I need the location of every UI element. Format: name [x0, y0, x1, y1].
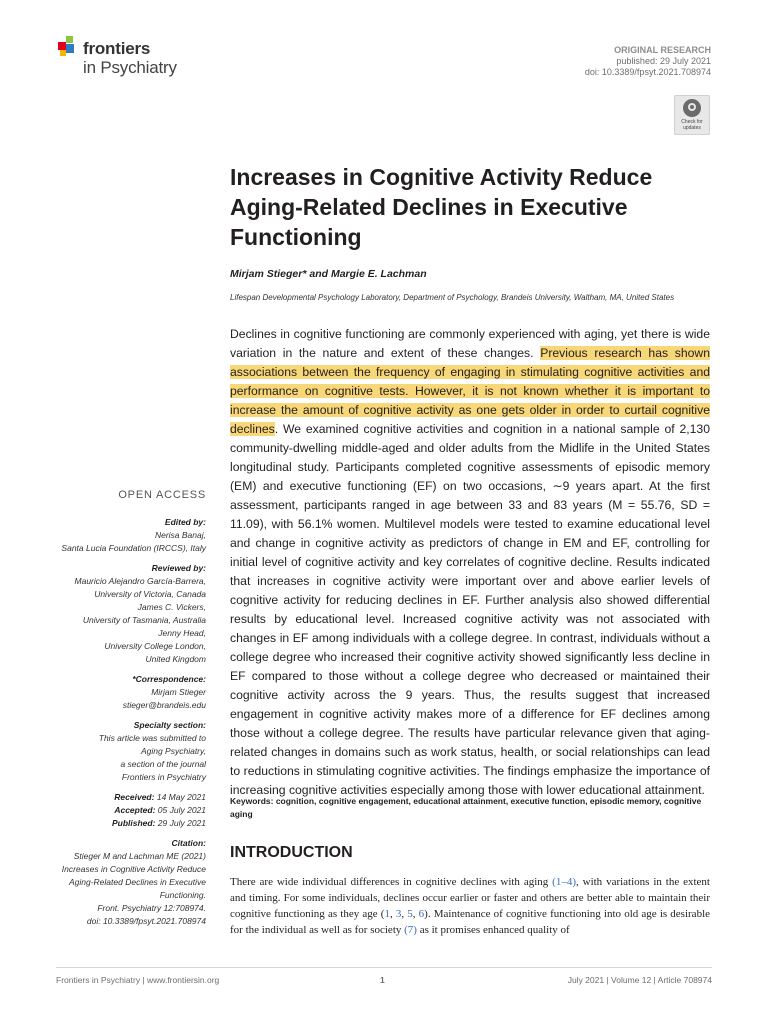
- logo-text-frontiers: frontiers: [83, 39, 151, 58]
- published-line: [26, 817, 206, 830]
- accepted-date: 05 July 2021: [157, 805, 206, 815]
- footer-journal-link[interactable]: Frontiers in Psychiatry | www.frontiersin.org: [56, 975, 220, 985]
- check-for-updates-button[interactable]: [674, 95, 710, 135]
- correspondence-name: Mirjam Stieger: [151, 687, 206, 697]
- editor-name: Nerisa Banaj,: [154, 530, 206, 540]
- citation-link[interactable]: (7): [404, 924, 417, 936]
- correspondence-label: *Correspondence:: [132, 674, 206, 684]
- abstract-text-start: Declines in cognitive functioning are commonly experienced with aging, yet there is wide variation in the nature and extent of these changes.: [230, 327, 710, 360]
- intro-text: ,: [389, 908, 396, 920]
- edited-by-label: Edited by:: [164, 517, 206, 527]
- reviewer-line: University of Tasmania, Australia: [82, 615, 206, 625]
- correspondence-block: [26, 673, 206, 712]
- reviewer-line: James C. Vickers,: [137, 602, 206, 612]
- received-label: Received:: [114, 792, 155, 802]
- article-doi[interactable]: doi: 10.3389/fpsyt.2021.708974: [584, 67, 711, 77]
- check-updates-icon: [683, 99, 701, 117]
- published-date: published: 29 July 2021: [616, 56, 711, 66]
- reviewer-line: University of Victoria, Canada: [94, 589, 206, 599]
- citation-doi-link[interactable]: doi: 10.3389/fpsyt.2021.708974: [86, 916, 206, 926]
- intro-text: as it promises enhanced quality of: [416, 924, 570, 936]
- citation-label: Citation:: [171, 838, 206, 848]
- reviewed-by-label: Reviewed by:: [151, 563, 206, 573]
- citation-line: Increases in Cognitive Activity Reduce: [61, 864, 206, 874]
- check-updates-label: Check for updates: [681, 119, 703, 131]
- open-access-label: OPEN ACCESS: [118, 489, 206, 501]
- specialty-line: This article was submitted to: [98, 733, 206, 743]
- intro-text: ,: [412, 908, 419, 920]
- accepted-label: Accepted:: [114, 805, 156, 815]
- introduction-paragraph: [230, 874, 710, 938]
- article-title: Increases in Cognitive Activity Reduce Aging-Related Declines in Executive Functioning: [230, 164, 653, 250]
- section-heading-introduction: INTRODUCTION: [230, 844, 353, 861]
- reviewer-line: United Kingdom: [145, 654, 206, 664]
- abstract-highlighted-text: Previous research has shown associations between the frequency of engaging in stimulating cognitive activities and performance on cognitive tests. However, it is not known whether it is important to increase the amount of cognitive activity as one gets older in order to curtail cognitive declines: [230, 346, 710, 436]
- page-number: 1: [380, 975, 385, 985]
- intro-text: ). Maintenance of cognitive functioning into old age is desirable for the individual as well as for society: [230, 908, 711, 936]
- specialty-line: Aging Psychiatry,: [140, 746, 206, 756]
- logo-text-journal: in Psychiatry: [83, 58, 177, 77]
- citation-link[interactable]: 5: [407, 908, 413, 920]
- citation-line: Stieger M and Lachman ME (2021): [73, 851, 206, 861]
- author-affiliation: Lifespan Developmental Psychology Laboratory, Department of Psychology, Brandeis University, Waltham, MA, United States: [230, 293, 675, 302]
- published-date-sidebar: 29 July 2021: [157, 818, 206, 828]
- footer-issue-info: July 2021 | Volume 12 | Article 708974: [567, 975, 712, 985]
- published-label: Published:: [111, 818, 156, 828]
- citation-line: Aging-Related Declines in Executive: [68, 877, 206, 887]
- citation-block: [26, 837, 206, 928]
- specialty-section-block: [26, 719, 206, 784]
- intro-text: , with variations in the extent and timing. For some individuals, declines occur earlier or faster and others are better able to maintain their cognitive functioning as they age (: [230, 876, 710, 920]
- accepted-line: [26, 804, 206, 817]
- article-header-meta: [585, 45, 711, 78]
- reviewed-by-block: [26, 562, 206, 666]
- citation-link[interactable]: 1: [384, 908, 390, 920]
- footer-divider: [56, 967, 712, 968]
- reviewer-line: Mauricio Alejandro García-Barrera,: [74, 576, 206, 586]
- intro-text: ,: [401, 908, 408, 920]
- article-type: ORIGINAL RESEARCH: [614, 45, 711, 55]
- reviewer-line: University College London,: [104, 641, 206, 651]
- received-date: 14 May 2021: [156, 792, 206, 802]
- frontiers-logo-icon: [56, 34, 80, 58]
- specialty-line: a section of the journal: [120, 759, 206, 769]
- edited-by-block: [26, 516, 206, 555]
- citation-link[interactable]: 3: [395, 908, 402, 920]
- abstract-text-end: . We examined cognitive activities and cognition in a national sample of 2,130 community-dwelling middle-aged and older adults from the Midlife in the United States longitudinal study. Participants completed cognitive assessments of episodic memory (EM) and executive functioning (EF) on two occasions, ∼9 years apart. At the first assessment, participants ranged in age between 33 and 83 years (M = 55.76, SD = 11.09), with 56.1% women. Multilevel models were tested to examine educational level and change in cognitive activity as predictors of change in EM and EF, controlling for initial level of cognitive activity and key correlates of cognitive decline. Results indicated that increases in cognitive activity were important over and above earlier levels of cognitive activity for reducing declines in EF. Further analysis also showed differential results by educational level. Increased cognitive activity was not associated with changes in EF among individuals with a college degree. In contrast, individuals without a college degree who increased their cognitive activity showed significantly less decline in EF compared to those without a college degree who decreased or maintained their cognitive activity across the 9 years. Thus, the results suggest that increased engagement in cognitive activity makes more of a difference for EF declines among those without a college degree. The results have particular relevance given that aging-related changes in domains such as work status, health, or social relationships can lead to reductions in stimulating cognitive activities. The findings emphasize the importance of increasing cognitive activities especially among those with lower educational attainment.: [230, 422, 710, 797]
- journal-logo[interactable]: [56, 32, 196, 82]
- citation-link[interactable]: 6: [418, 908, 425, 920]
- reviewer-line: Jenny Head,: [158, 628, 206, 638]
- intro-text: There are wide individual differences in cognitive declines with aging: [230, 876, 553, 888]
- specialty-line: Frontiers in Psychiatry: [121, 772, 206, 782]
- keywords: Keywords: cognition, cognitive engagement, educational attainment, executive function, episodic memory, cognitive aging: [230, 796, 702, 819]
- article-info-sidebar: [26, 516, 206, 935]
- dates-block: [26, 791, 206, 830]
- specialty-section-label: Specialty section:: [133, 720, 206, 730]
- abstract: [230, 325, 710, 800]
- editor-affiliation: Santa Lucia Foundation (IRCCS), Italy: [61, 543, 206, 553]
- citation-link[interactable]: (1–4): [552, 876, 576, 888]
- citation-line: Front. Psychiatry 12:708974.: [97, 903, 206, 913]
- article-authors: Mirjam Stieger* and Margie E. Lachman: [230, 268, 427, 280]
- received-line: [26, 791, 206, 804]
- citation-line: Functioning.: [159, 890, 206, 900]
- correspondence-email-link[interactable]: stieger@brandeis.edu: [122, 700, 206, 710]
